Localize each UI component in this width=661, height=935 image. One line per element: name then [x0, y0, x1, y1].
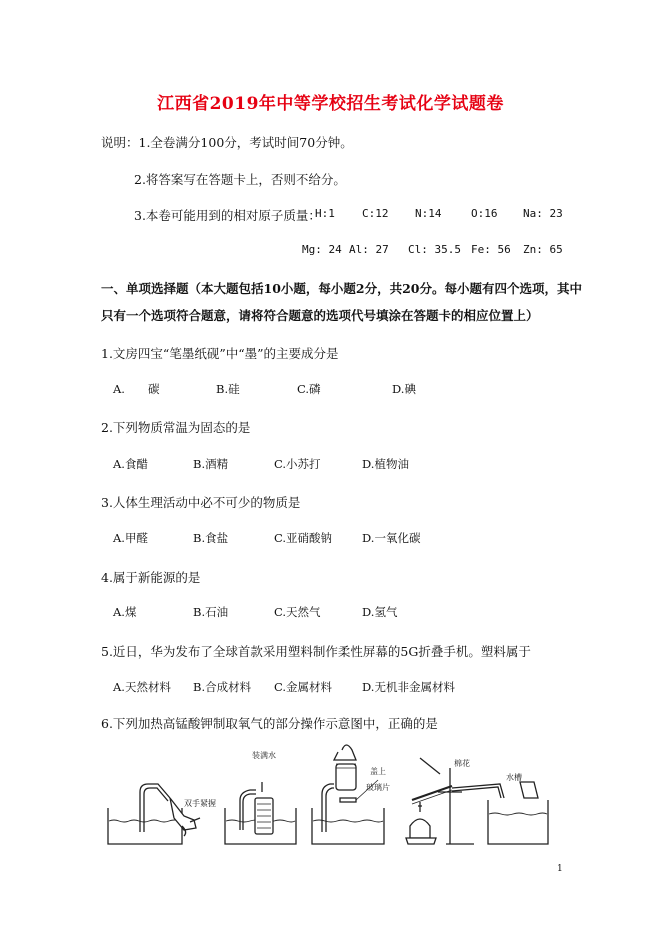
question-4-option-b: B.石油: [193, 605, 229, 619]
question-4-option-d: D.氢气: [362, 605, 398, 619]
figure-c-cover-glass: [312, 745, 384, 844]
label-cover: 盖上: [370, 767, 386, 776]
question-4-option-a: A.煤: [113, 605, 137, 619]
page-number: 1: [557, 864, 563, 874]
question-3-option-b: B.食盐: [193, 531, 229, 545]
figure-d-heating-setup: [406, 758, 548, 844]
question-6-stem: 6.下列加热高锰酸钾制取氧气的部分操作示意图中，正确的是: [101, 716, 438, 731]
mass-h: H:1: [315, 207, 335, 220]
mass-cl: Cl: 35.5: [408, 243, 461, 256]
question-5-stem: 5.近日，华为发布了全球首款采用塑料制作柔性屏幕的5G折叠手机。塑料属于: [101, 644, 531, 659]
mass-mg: Mg: 24: [302, 243, 342, 256]
question-2-option-d: D.植物油: [362, 457, 409, 471]
question-3-stem: 3.人体生理活动中必不可少的物质是: [101, 495, 301, 510]
mass-al: Al: 27: [349, 243, 389, 256]
figure-a-check-airtightness: [108, 784, 200, 844]
instruction-1: 说明：1.全卷满分100分，考试时间70分钟。: [101, 135, 353, 150]
mass-o: O:16: [471, 207, 498, 220]
section-1-header-line1: 一、单项选择题（本大题包括10小题，每小题2分，共20分。每小题有四个选项，其中: [101, 281, 582, 296]
question-1-option-d: D.碘: [392, 382, 416, 396]
question-2-option-c: C.小苏打: [274, 457, 321, 471]
question-1-option-b: B.硅: [216, 382, 240, 396]
question-3-option-d: D.一氧化碳: [362, 531, 421, 545]
question-2-option-b: B.酒精: [193, 457, 229, 471]
figure-b-fill-water: [225, 782, 296, 844]
label-cotton: 棉花: [454, 759, 470, 768]
mass-na: Na: 23: [523, 207, 563, 220]
question-5-option-a: A.天然材料: [113, 680, 171, 694]
question-5-option-c: C.金属材料: [274, 680, 333, 694]
question-3-option-a: A.甲醛: [113, 531, 148, 545]
label-water-trough: 水槽: [506, 773, 522, 782]
label-water-fill: 装满水: [252, 751, 276, 760]
question-5-option-d: D.无机非金属材料: [362, 680, 455, 694]
question-1-option-c: C.磷: [297, 382, 321, 396]
question-5-option-b: B.合成材料: [193, 680, 252, 694]
question-1-option-a: A. 碳: [113, 382, 160, 396]
question-3-option-c: C.亚硝酸钠: [274, 531, 333, 545]
question-6-figure: [100, 740, 560, 850]
question-2-stem: 2.下列物质常温为固态的是: [101, 420, 251, 435]
section-1-header-line2: 只有一个选项符合题意，请将符合题意的选项代号填涂在答题卡的相应位置上）: [101, 308, 539, 323]
page-title: 江西省2019年中等学校招生考试化学试题卷: [157, 94, 504, 114]
label-glass-plate: 玻璃片: [366, 783, 390, 792]
mass-fe: Fe: 56: [471, 243, 511, 256]
instruction-3: 3.本卷可能用到的相对原子质量：: [134, 208, 321, 223]
mass-n: N:14: [415, 207, 442, 220]
label-hand: 双手紧握: [184, 799, 216, 808]
question-4-stem: 4.属于新能源的是: [101, 570, 201, 585]
question-4-option-c: C.天然气: [274, 605, 321, 619]
question-2-option-a: A.食醋: [113, 457, 148, 471]
mass-c: C:12: [362, 207, 389, 220]
mass-zn: Zn: 65: [523, 243, 563, 256]
question-1-stem: 1.文房四宝“笔墨纸砚”中“墨”的主要成分是: [101, 346, 339, 361]
instruction-2: 2.将答案写在答题卡上，否则不给分。: [134, 172, 346, 187]
